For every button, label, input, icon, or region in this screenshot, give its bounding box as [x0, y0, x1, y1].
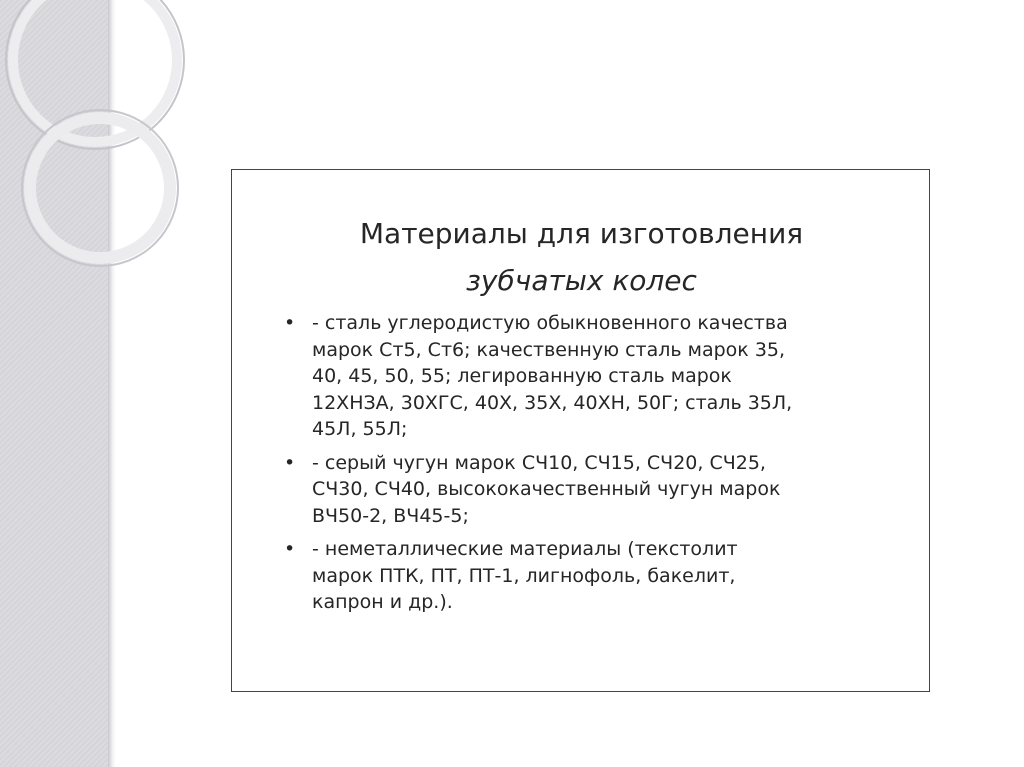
slide-subtitle: зубчатых колес — [466, 264, 697, 297]
slide-title: Материалы для изготовления — [359, 217, 804, 250]
decorative-rings — [0, 0, 240, 290]
bullet-line: ВЧ50-2, ВЧ45-5; — [312, 504, 469, 527]
bullet-line: СЧ30, СЧ40, высококачественный чугун марок — [312, 478, 781, 500]
bullet-line: капрон и др.). — [312, 591, 453, 613]
bullet-line: 12ХНЗА, 30ХГС, 40Х, 35Х, 40ХН, 50Г; сталь 35Л, — [312, 391, 793, 414]
bullet-item — [284, 536, 904, 616]
bullet-item — [284, 310, 904, 443]
bullet-line: - неметаллические материалы (текстолит — [312, 538, 738, 560]
bullet-line: - серый чугун марок СЧ10, СЧ15, СЧ20, СЧ25, — [312, 451, 766, 474]
bullet-line: - сталь углеродистую обыкновенного качества — [312, 312, 788, 334]
bullet-line: марок ПТК, ПТ, ПТ-1, лигнофоль, бакелит, — [312, 564, 736, 587]
bullet-list — [284, 310, 904, 623]
ring-large-shadow — [6, 0, 184, 149]
bullet-line: 40, 45, 50, 55; легированную сталь марок — [312, 365, 732, 387]
ring-small-shadow — [22, 110, 178, 266]
bullet-marker: • — [284, 538, 296, 560]
bullet-marker: • — [284, 312, 296, 334]
content-frame — [231, 169, 930, 692]
bullet-marker: • — [284, 451, 296, 474]
bullet-line: марок Ст5, Ст6; качественную сталь марок 35, — [312, 338, 786, 361]
bullet-item — [284, 450, 904, 530]
bullet-line: 45Л, 55Л; — [312, 418, 408, 440]
